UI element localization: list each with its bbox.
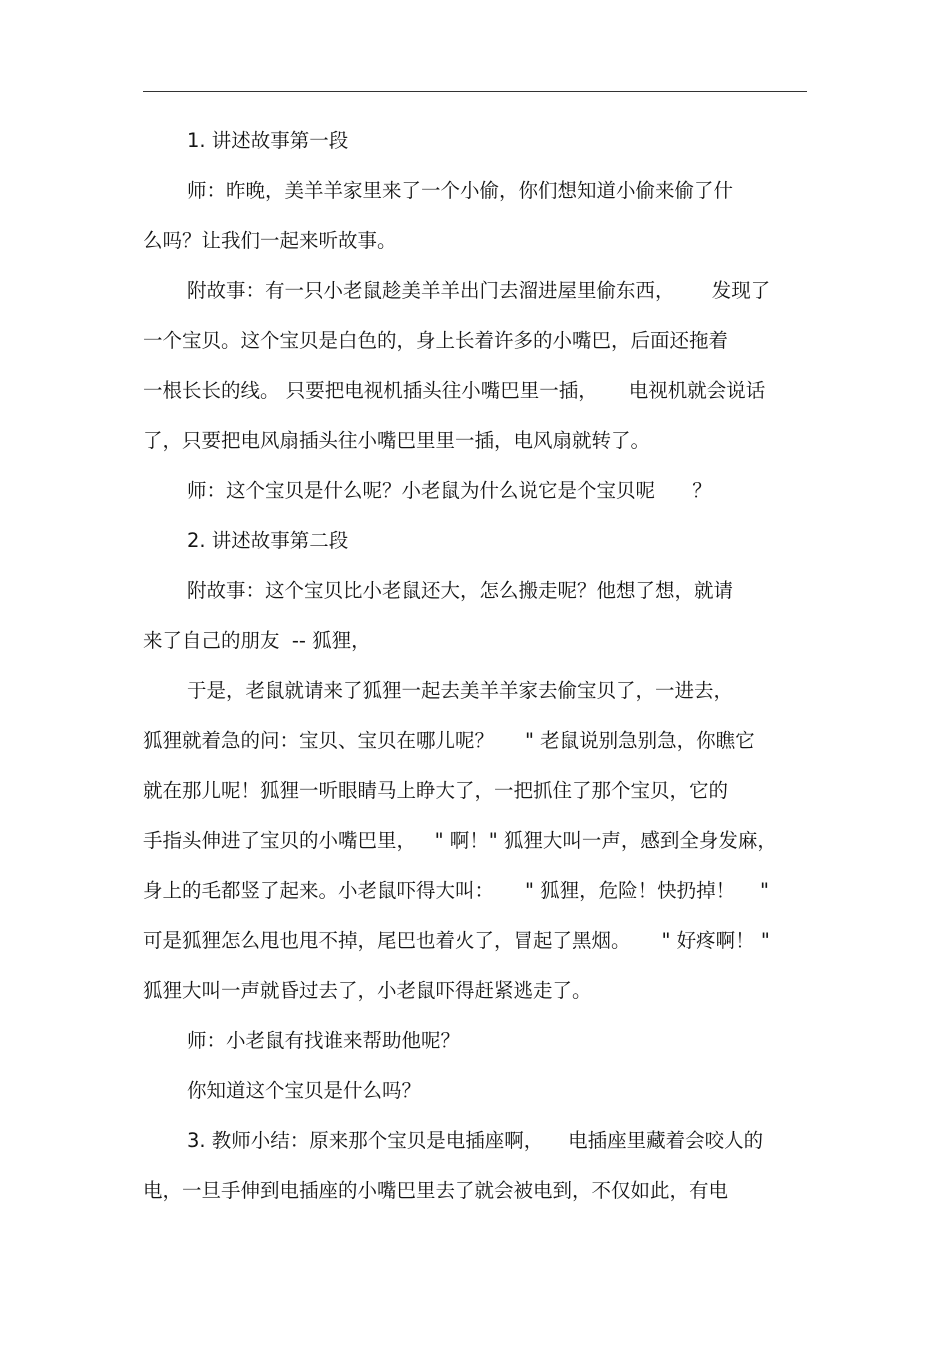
paragraph-line: 师：昨晚，美羊羊家里来了一个小偷，你们想知道小偷来偷了什 — [187, 179, 734, 202]
paragraph-line: 就在那儿呢！狐狸一听眼睛马上睁大了，一把抓住了那个宝贝，它的 — [143, 779, 729, 802]
paragraph-line: 师：小老鼠有找谁来帮助他呢？ — [187, 1029, 461, 1052]
header-rule — [143, 91, 807, 92]
paragraph-line: 师：这个宝贝是什么呢？小老鼠为什么说它是个宝贝呢 ？ — [187, 479, 712, 502]
paragraph-line: 狐狸大叫一声就昏过去了，小老鼠吓得赶紧逃走了。 — [143, 979, 592, 1002]
paragraph-line: 身上的毛都竖了起来。小老鼠吓得大叫： " 狐狸，危险！快扔掉！ " — [143, 879, 769, 902]
paragraph-line: 一根长长的线。 只要把电视机插头往小嘴巴里一插， 电视机就会说话 — [143, 379, 766, 402]
section-heading-1: 1. 讲述故事第一段 — [187, 129, 349, 152]
paragraph-line: 附故事：这个宝贝比小老鼠还大，怎么搬走呢？他想了想，就请 — [187, 579, 734, 602]
paragraph-line: 你知道这个宝贝是什么吗？ — [187, 1079, 422, 1102]
paragraph-line: 来了自己的朋友 -- 狐狸， — [143, 629, 371, 652]
paragraph-line: 电，一旦手伸到电插座的小嘴巴里去了就会被电到，不仅如此，有电 — [143, 1179, 729, 1202]
section-heading-3: 3. 教师小结：原来那个宝贝是电插座啊， 电插座里藏着会咬人的 — [187, 1129, 764, 1152]
paragraph-line: 手指头伸进了宝贝的小嘴巴里， " 啊！" 狐狸大叫一声，感到全身发麻， — [143, 829, 777, 852]
paragraph-line: 于是，老鼠就请来了狐狸一起去美羊羊家去偷宝贝了，一进去， — [187, 679, 734, 702]
section-heading-2: 2. 讲述故事第二段 — [187, 529, 349, 552]
paragraph-line: 么吗？让我们一起来听故事。 — [143, 229, 397, 252]
paragraph-line: 可是狐狸怎么甩也甩不掉，尾巴也着火了，冒起了黑烟。 " 好疼啊！ " — [143, 929, 770, 952]
paragraph-line: 了，只要把电风扇插头往小嘴巴里里一插，电风扇就转了。 — [143, 429, 651, 452]
paragraph-line: 一个宝贝。这个宝贝是白色的，身上长着许多的小嘴巴，后面还拖着 — [143, 329, 729, 352]
paragraph-line: 附故事：有一只小老鼠趁美羊羊出门去溜进屋里偷东西， 发现了 — [187, 279, 771, 302]
paragraph-line: 狐狸就着急的问：宝贝、宝贝在哪儿呢？ " 老鼠说别急别急，你瞧它 — [143, 729, 755, 752]
